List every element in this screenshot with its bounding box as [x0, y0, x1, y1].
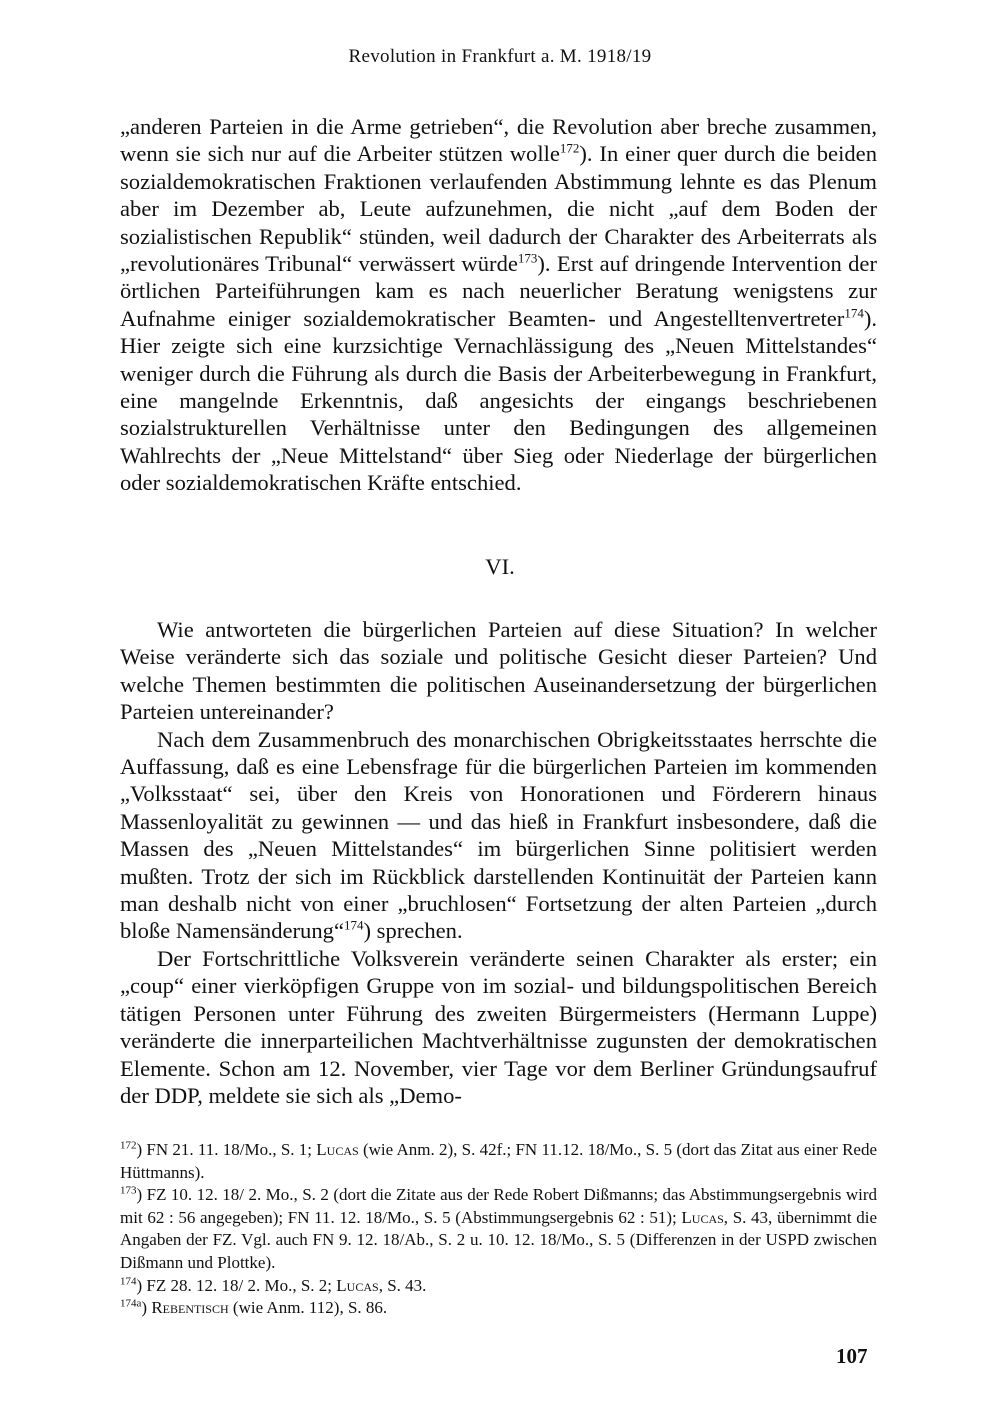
footnote-number: 173 — [120, 1184, 137, 1197]
paragraph — [120, 113, 877, 497]
footnote-number: 174a — [120, 1297, 142, 1310]
footnote — [120, 1297, 877, 1320]
footnotes — [120, 1139, 877, 1320]
footnote — [120, 1275, 877, 1298]
paragraph: Wie antworteten die bürgerlichen Parteien auf diese Situation? In welcher Weise veränderte sich das soziale und politische Gesicht dieser Parteien? Und welche Themen bestimmten die politischen Auseinandersetzung der bürgerlichen Parteien untereinander? — [120, 617, 877, 725]
footnote-marker[interactable]: 172 — [559, 140, 580, 156]
footnote-text: , S. 43. — [378, 1275, 427, 1295]
footnote — [120, 1139, 877, 1184]
text-run: ). Erst auf dringende Intervention der örtlichen Parteiführungen kam es nach neuerlicher Beratung wenigstens zur Aufnahme einiger sozialdemokratischer Beamten- und Angestelltenvertreter — [120, 251, 877, 331]
paragraph — [120, 726, 877, 945]
text-run: ). Hier zeigte sich eine kurzsichtige Vernachlässigung des „Neuen Mittelstandes“ weniger durch die Führung als durch die Basis der Arbeiterbewegung in Frankfurt, eine mangelnde Erkenntnis, daß angesichts der eingangs beschriebenen sozialstrukturellen Verhältnisse unter den Bedingungen des allgemeinen Wahlrechts der „Neue Mittelstand“ über Sieg oder Niederlage der bürgerlichen oder sozialdemokratischen Kräfte entschied. — [120, 305, 877, 496]
footnote-marker[interactable]: 174 — [844, 305, 864, 321]
footnote-number: 174 — [120, 1274, 137, 1287]
footnote-number: 172 — [120, 1139, 137, 1152]
footnote-marker[interactable]: 174 — [343, 917, 364, 933]
footnote — [120, 1184, 877, 1274]
footnote-text: , S. 43, übernimmt die Angaben der FZ. Vgl. auch FN 9. 12. 18/Ab., S. 2 u. 10. 12. 18/Mo., S. 5 (Differenzen in der USPD zwischen Dißmann und Plottke). — [120, 1207, 877, 1272]
page-number: 107 — [836, 1344, 868, 1368]
footnote-marker[interactable]: 173 — [517, 250, 538, 266]
paragraph: Der Fortschrittliche Volksverein veränderte seinen Charakter als erster; ein „coup“ einer vierköpfigen Gruppe von im sozial- und bildungspolitischen Bereich tätigen Personen unter Führung des zweiten Bürgermeisters (Hermann Luppe) veränderte die innerparteilichen Machtverhältnisse zugunsten der demokratischen Elemente. Schon am 12. November, vier Tage vor dem Berliner Gründungsaufruf der DDP, meldete sie sich als „Demo- — [120, 945, 877, 1108]
footnote-text: ) — [141, 1298, 152, 1318]
running-head: Revolution in Frankfurt a. M. 1918/19 — [348, 46, 652, 67]
text-run: Nach dem Zusammenbruch des monarchischen Obrigkeitsstaates herrschte die Auffassung, daß es eine Lebensfrage für die bürgerlichen Parteien im kommenden „Volksstaat“ sei, über den Kreis von Honorationen und Förderern hinaus Massenloyalität zu gewinnen — und das hieß in Frankfurt insbesondere, daß die Massen des „Neuen Mittelstandes“ im bürgerlichen Sinne politisiert werden mußten. Trotz der sich im Rückblick darstellenden Kontinuität der Parteien kann man deshalb nicht von einer „bruchlosen“ Fortsetzung der alten Parteien „durch bloße Namensänderung“ — [120, 726, 877, 944]
footnote-text: (wie Anm. 112), S. 86. — [228, 1298, 388, 1318]
text-run: ). In einer quer durch die beiden sozialdemokratischen Fraktionen verlaufenden Abstimmung lehnte es das Plenum aber im Dezember ab, Leute aufzunehmen, die nicht „auf dem Boden der sozialistischen Republik“ stünden, weil dadurch der Charakter des Arbeiterrats als „revolutionäres Tribunal“ verwässert würde — [120, 141, 877, 277]
footnote-text: ) FZ 28. 12. 18/ 2. Mo., S. 2; — [136, 1275, 337, 1295]
footnote-text: (wie Anm. 2), S. 42f.; FN 11.12. 18/Mo., S. 5 (dort das Zitat aus einer Rede Hüttmanns). — [120, 1140, 877, 1182]
footnote-text: ) FN 21. 11. 18/Mo., S. 1; — [136, 1140, 317, 1159]
section-heading: VI. — [485, 554, 515, 579]
author-name: Lucas — [316, 1140, 359, 1159]
body-text-block-2 — [120, 616, 877, 1109]
author-name: Rebentisch — [151, 1298, 229, 1318]
text-run: ) sprechen. — [363, 918, 463, 944]
author-name: Lucas — [336, 1275, 379, 1295]
text-run: „anderen Parteien in die Arme getrieben“, die Revolution aber breche zusammen, wenn sie sich nur auf die Arbeiter stützen wolle — [120, 114, 877, 167]
author-name: Lucas — [681, 1207, 724, 1227]
body-text-block-1 — [120, 113, 877, 497]
footnote-text: ) FZ 10. 12. 18/ 2. Mo., S. 2 (dort die Zitate aus der Rede Robert Dißmanns; das Abstimmungsergebnis wird mit 62 : 56 angegeben); FN 11. 12. 18/Mo., S. 5 (Abstimmungsergebnis 62 : 51); — [120, 1185, 877, 1227]
